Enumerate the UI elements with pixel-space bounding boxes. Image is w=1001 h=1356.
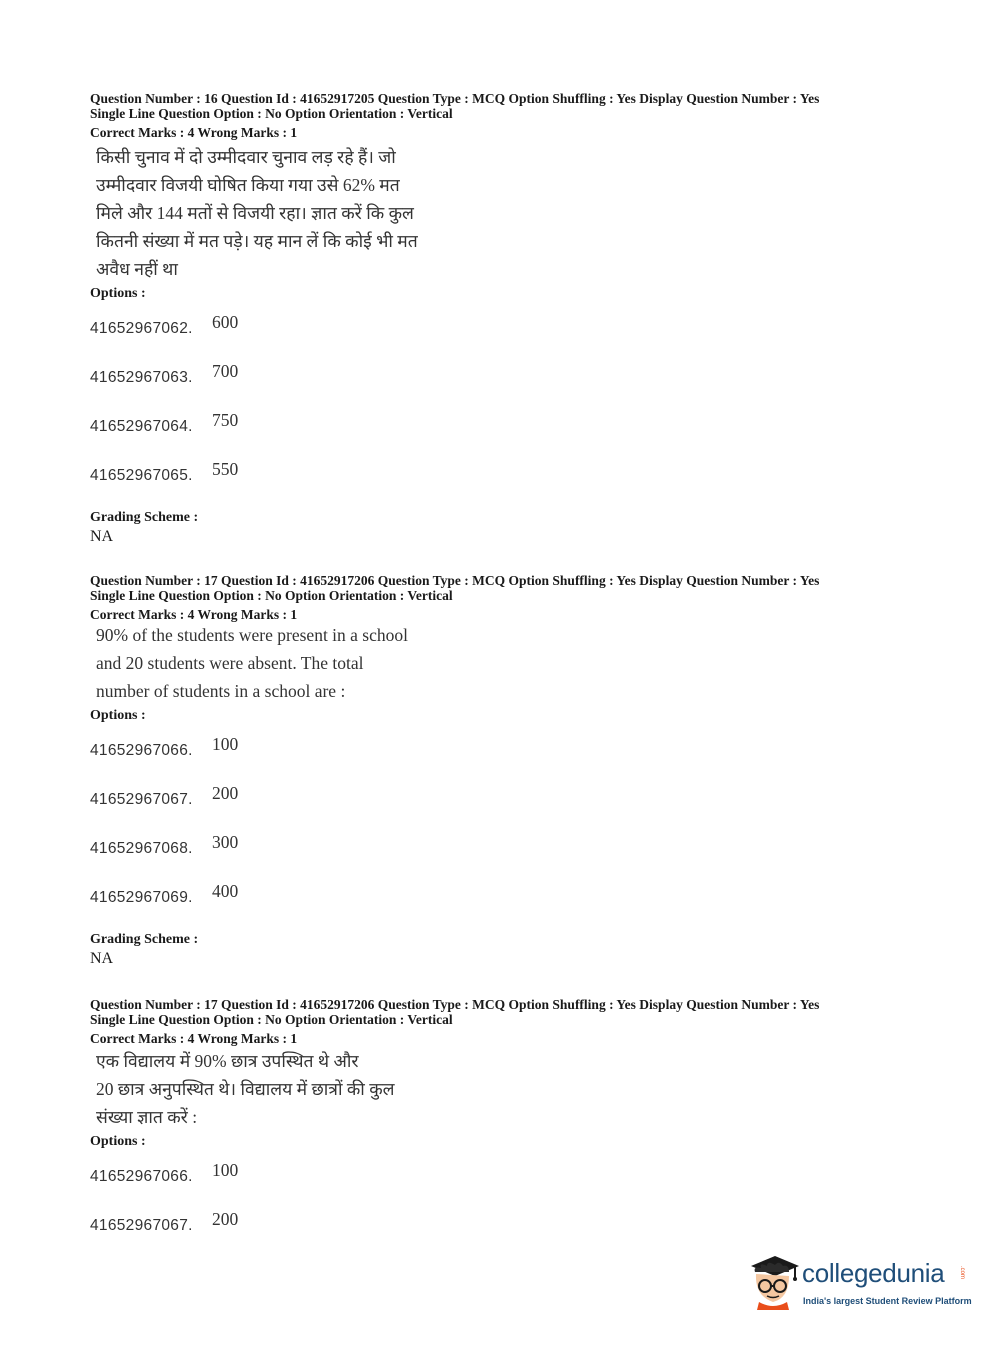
meta-line-2: Single Line Question Option : No Option Orientation : Vertical — [90, 105, 453, 121]
option-id: 41652967067. — [90, 1216, 193, 1234]
options-label: Options : — [90, 707, 146, 723]
question-17-hindi — [90, 998, 920, 1252]
option-value: 300 — [212, 831, 239, 852]
option-value: 700 — [212, 360, 239, 381]
option-item — [90, 826, 920, 875]
grading-scheme-value: NA — [90, 949, 114, 967]
option-item — [90, 306, 920, 355]
option-id: 41652967064. — [90, 417, 193, 435]
mascot-icon — [745, 1252, 801, 1310]
option-value: 100 — [212, 1159, 239, 1180]
marks-line: Correct Marks : 4 Wrong Marks : 1 — [90, 1031, 298, 1046]
options-label: Options : — [90, 1133, 146, 1149]
option-value: 550 — [212, 458, 239, 479]
collegedunia-logo — [745, 1252, 975, 1312]
question-text — [96, 143, 920, 283]
option-id: 41652967066. — [90, 741, 193, 759]
meta-line-2: Single Line Question Option : No Option Orientation : Vertical — [90, 587, 453, 603]
option-id: 41652967067. — [90, 790, 193, 808]
meta-line-2: Single Line Question Option : No Option Orientation : Vertical — [90, 1011, 453, 1027]
option-item — [90, 355, 920, 404]
option-value: 200 — [212, 782, 239, 803]
question-17-english — [90, 574, 920, 968]
option-value: 200 — [212, 1208, 239, 1229]
meta-line-1: Question Number : 16 Question Id : 41652917205 Question Type : MCQ Option Shuffling : Yes Display Question Number : Yes — [90, 91, 820, 106]
grading-scheme-label: Grading Scheme : — [90, 509, 199, 525]
option-value: 100 — [212, 733, 239, 754]
option-id: 41652967065. — [90, 466, 193, 484]
question-meta — [90, 574, 920, 623]
question-text-line: किसी चुनाव में दो उम्मीदवार चुनाव लड़ रहे हैं। जो — [96, 146, 396, 167]
question-text-line: 90% of the students were present in a school — [96, 624, 409, 645]
logo-wordmark: collegedunia — [802, 1258, 945, 1288]
meta-line-1: Question Number : 17 Question Id : 41652917206 Question Type : MCQ Option Shuffling : Yes Display Question Number : Yes — [90, 573, 820, 588]
option-item — [90, 404, 920, 453]
option-id: 41652967069. — [90, 888, 193, 906]
option-value: 750 — [212, 409, 239, 430]
question-text-line: उम्मीदवार विजयी घोषित किया गया उसे 62% मत — [96, 174, 400, 195]
logo-suffix: .com — [959, 1266, 965, 1280]
logo-tagline: India's largest Student Review Platform — [803, 1296, 972, 1306]
question-text-line: 20 छात्र अनुपस्थित थे। विद्यालय में छात्रों की कुल — [96, 1078, 395, 1099]
question-meta — [90, 998, 920, 1047]
marks-line: Correct Marks : 4 Wrong Marks : 1 — [90, 125, 298, 140]
marks-line: Correct Marks : 4 Wrong Marks : 1 — [90, 607, 298, 622]
option-item — [90, 1203, 920, 1252]
question-text-line: and 20 students were absent. The total — [96, 652, 364, 673]
question-text-line: number of students in a school are : — [96, 680, 346, 701]
options-label: Options : — [90, 285, 146, 301]
option-item — [90, 1154, 920, 1203]
option-id: 41652967068. — [90, 839, 193, 857]
meta-line-1: Question Number : 17 Question Id : 41652917206 Question Type : MCQ Option Shuffling : Yes Display Question Number : Yes — [90, 997, 820, 1012]
option-item — [90, 728, 920, 777]
question-text-line: कितनी संख्या में मत पड़े। यह मान लें कि कोई भी मत — [96, 230, 418, 251]
option-id: 41652967062. — [90, 319, 193, 337]
option-id: 41652967066. — [90, 1167, 193, 1185]
question-meta — [90, 92, 920, 141]
question-text — [96, 621, 920, 705]
option-value: 600 — [212, 311, 239, 332]
question-text — [96, 1047, 920, 1131]
option-item — [90, 777, 920, 826]
option-value: 400 — [212, 880, 239, 901]
grading-scheme-value: NA — [90, 527, 114, 545]
question-16 — [90, 92, 920, 546]
option-id: 41652967063. — [90, 368, 193, 386]
question-text-line: संख्या ज्ञात करें : — [96, 1106, 198, 1127]
option-item — [90, 453, 920, 502]
grading-scheme-label: Grading Scheme : — [90, 931, 199, 947]
option-item — [90, 875, 920, 924]
question-text-line: अवैध नहीं था — [96, 258, 178, 279]
question-text-line: एक विद्यालय में 90% छात्र उपस्थित थे और — [96, 1050, 359, 1071]
question-text-line: मिले और 144 मतों से विजयी रहा। ज्ञात करें कि कुल — [96, 202, 414, 223]
